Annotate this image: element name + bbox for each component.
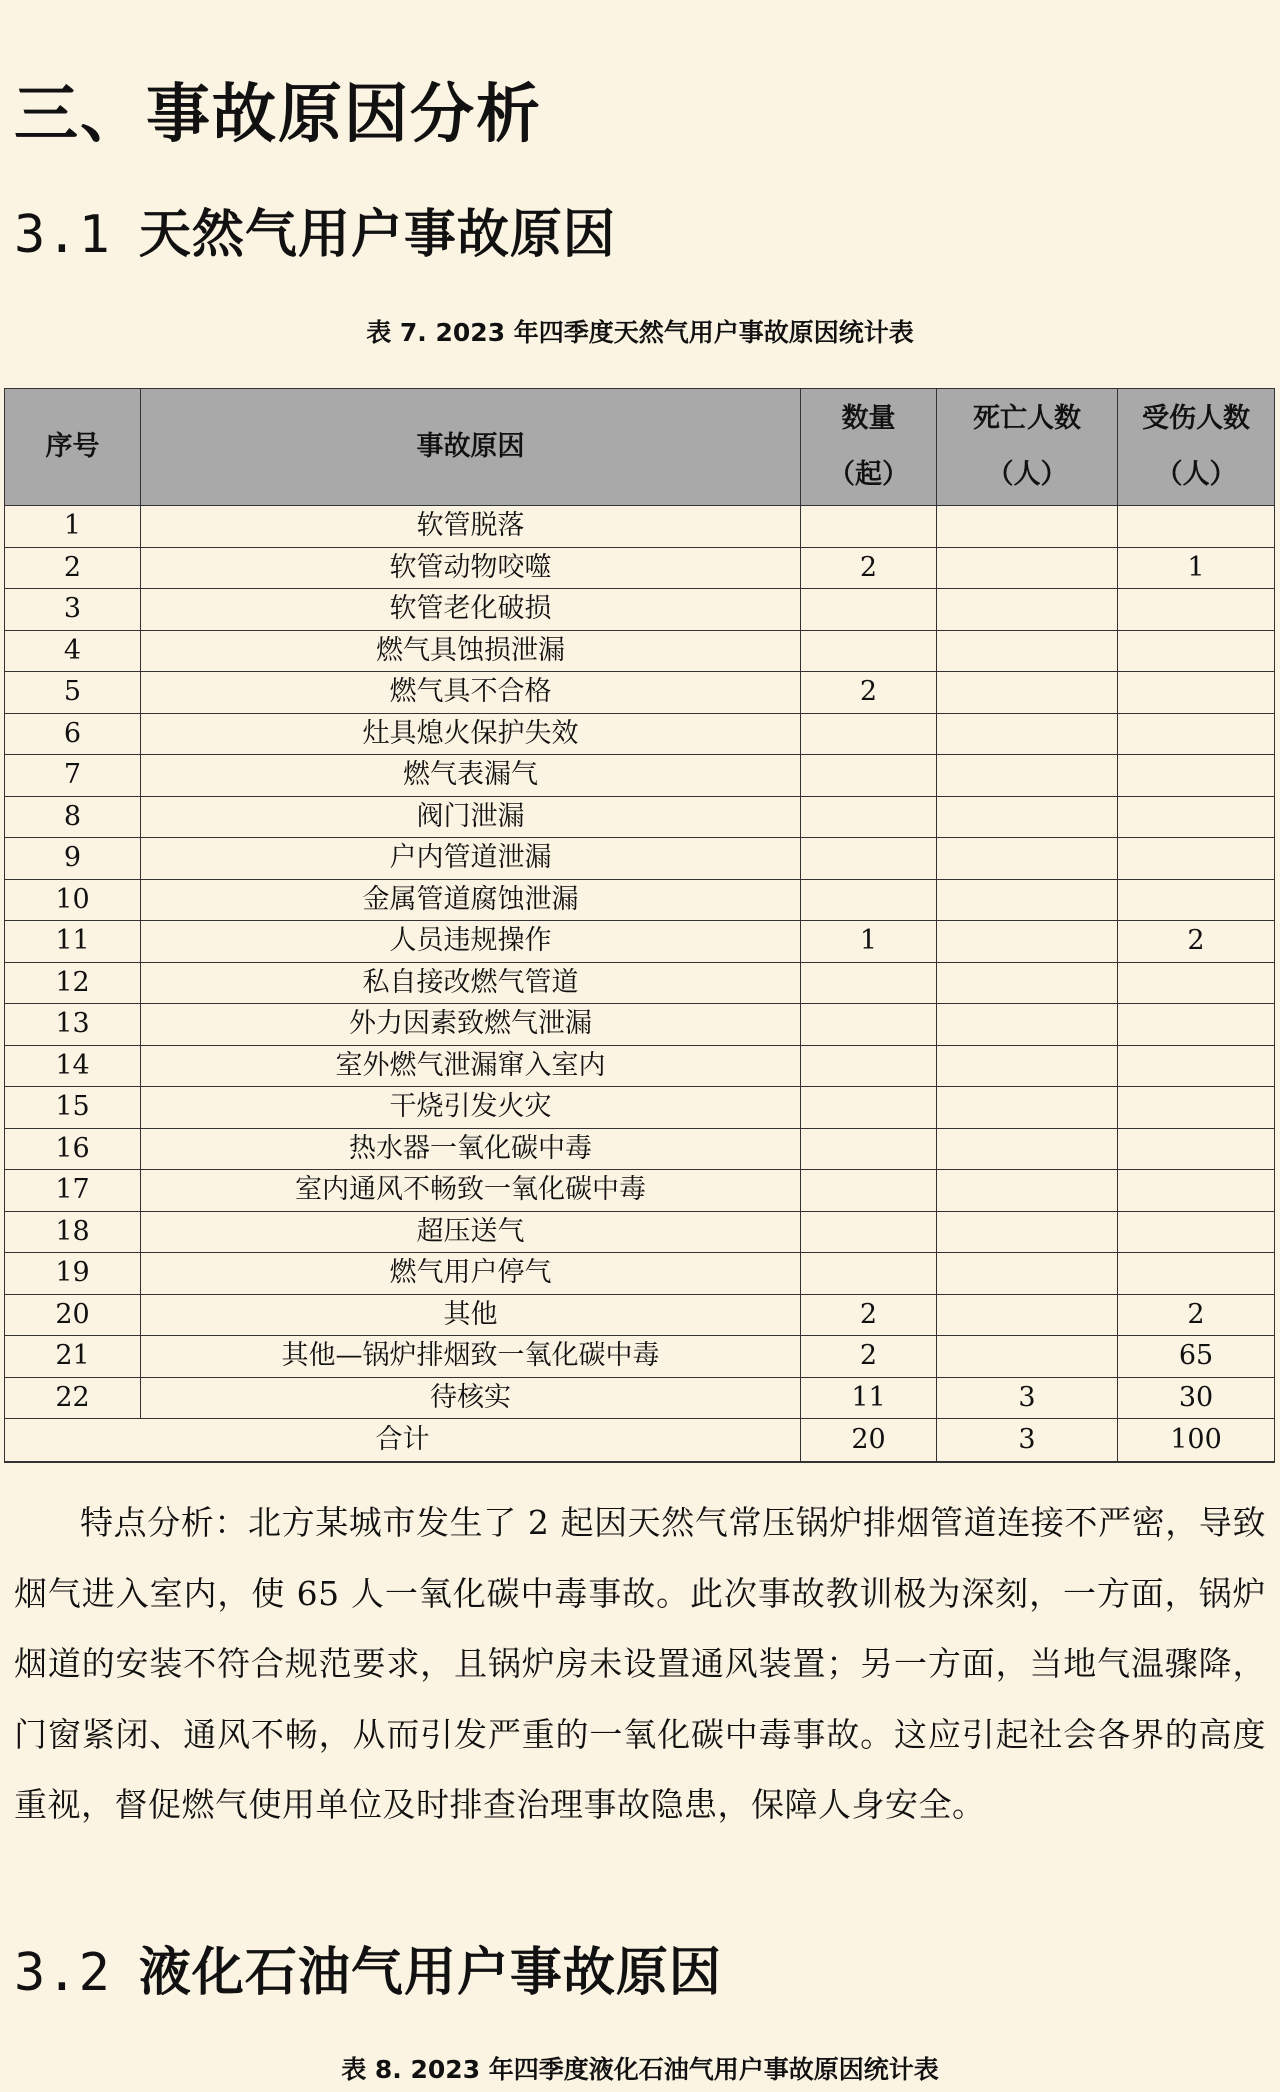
cell-cause: 燃气具不合格: [141, 672, 801, 714]
cell-deaths: [937, 838, 1118, 880]
table-row: [5, 1253, 1275, 1295]
cell-seq: 9: [5, 838, 141, 880]
cell-deaths: 3: [937, 1377, 1118, 1419]
cell-injuries: [1118, 713, 1275, 755]
cell-injuries: [1118, 1170, 1275, 1212]
cell-count: [801, 838, 937, 880]
cell-seq: 6: [5, 713, 141, 755]
cell-seq: 5: [5, 672, 141, 714]
cell-count: [801, 796, 937, 838]
cell-deaths: [937, 1294, 1118, 1336]
cell-deaths: [937, 879, 1118, 921]
cell-cause: 超压送气: [141, 1211, 801, 1253]
analysis-paragraph: 特点分析：北方某城市发生了 2 起因天然气常压锅炉排烟管道连接不严密，导致烟气进入室内，使 65 人一氧化碳中毒事故。此次事故教训极为深刻，一方面，锅炉烟道的安装不符合规范要求，且锅炉房未设置通风装置；另一方面，当地气温骤降，门窗紧闭、通风不畅，从而引发严重的一氧化碳中毒事故。这应引起社会各界的高度重视，督促燃气使用单位及时排查治理事故隐患，保障人身安全。: [14, 1503, 1266, 1824]
cell-deaths: [937, 962, 1118, 1004]
cell-injuries: [1118, 506, 1275, 548]
section-number: 3.2: [14, 1943, 111, 2003]
table-caption: 表 8. 2023 年四季度液化石油气用户事故原因统计表: [341, 2055, 939, 2084]
cell-cause: 灶具熄火保护失效: [141, 713, 801, 755]
cell-deaths: [937, 921, 1118, 963]
cell-count: 2: [801, 1336, 937, 1378]
table-row: [5, 1377, 1275, 1419]
cell-cause: 燃气具蚀损泄漏: [141, 630, 801, 672]
cell-seq: 20: [5, 1294, 141, 1336]
cell-count: [801, 1004, 937, 1046]
table-row: [5, 838, 1275, 880]
cell-deaths: [937, 1128, 1118, 1170]
chapter-heading: 三、事故原因分析: [14, 78, 542, 152]
table-row: [5, 589, 1275, 631]
table-row: [5, 1336, 1275, 1378]
cell-cause: 软管动物咬噬: [141, 547, 801, 589]
table-row: [5, 1128, 1275, 1170]
cell-deaths: [937, 1253, 1118, 1295]
cell-seq: 1: [5, 506, 141, 548]
cell-cause: 待核实: [141, 1377, 801, 1419]
cell-cause: 其他—锅炉排烟致一氧化碳中毒: [141, 1336, 801, 1378]
cell-deaths: [937, 1004, 1118, 1046]
total-count: 20: [801, 1419, 937, 1463]
table-row: [5, 1211, 1275, 1253]
cell-seq: 19: [5, 1253, 141, 1295]
cell-seq: 22: [5, 1377, 141, 1419]
cell-injuries: [1118, 755, 1275, 797]
cell-cause: 干烧引发火灾: [141, 1087, 801, 1129]
cell-injuries: 1: [1118, 547, 1275, 589]
cell-deaths: [937, 1045, 1118, 1087]
cell-deaths: [937, 1211, 1118, 1253]
cell-deaths: [937, 1087, 1118, 1129]
cell-deaths: [937, 1170, 1118, 1212]
cell-count: [801, 589, 937, 631]
cell-cause: 燃气表漏气: [141, 755, 801, 797]
cell-seq: 18: [5, 1211, 141, 1253]
total-label: 合计: [5, 1419, 801, 1463]
cell-cause: 软管老化破损: [141, 589, 801, 631]
cell-count: [801, 506, 937, 548]
cell-seq: 14: [5, 1045, 141, 1087]
cell-deaths: [937, 589, 1118, 631]
cell-count: 1: [801, 921, 937, 963]
cell-seq: 17: [5, 1170, 141, 1212]
header-seq: 序号: [5, 389, 141, 506]
table-row: [5, 1170, 1275, 1212]
cell-injuries: [1118, 1128, 1275, 1170]
cell-count: 2: [801, 547, 937, 589]
table-row: [5, 547, 1275, 589]
cell-seq: 21: [5, 1336, 141, 1378]
section-heading-3-2: [14, 1938, 722, 2008]
table-row: [5, 921, 1275, 963]
cell-count: [801, 1170, 937, 1212]
cell-injuries: [1118, 630, 1275, 672]
table-row: [5, 755, 1275, 797]
cell-injuries: [1118, 1211, 1275, 1253]
total-injuries: 100: [1118, 1419, 1275, 1463]
cell-count: 11: [801, 1377, 937, 1419]
cell-cause: 户内管道泄漏: [141, 838, 801, 880]
table-row: [5, 506, 1275, 548]
cell-seq: 11: [5, 921, 141, 963]
cell-injuries: 2: [1118, 1294, 1275, 1336]
cell-injuries: [1118, 1004, 1275, 1046]
cell-deaths: [937, 506, 1118, 548]
cell-seq: 15: [5, 1087, 141, 1129]
cell-injuries: 2: [1118, 921, 1275, 963]
cell-cause: 热水器一氧化碳中毒: [141, 1128, 801, 1170]
table-row: [5, 1004, 1275, 1046]
section-title: 液化石油气用户事故原因: [138, 1943, 722, 2003]
cell-count: [801, 713, 937, 755]
accident-cause-table: [4, 388, 1275, 1463]
cell-deaths: [937, 672, 1118, 714]
cell-count: [801, 755, 937, 797]
cell-cause: 其他: [141, 1294, 801, 1336]
table-row: [5, 672, 1275, 714]
header-injuries: 受伤人数 （人）: [1118, 389, 1275, 506]
cell-cause: 室内通风不畅致一氧化碳中毒: [141, 1170, 801, 1212]
cell-seq: 7: [5, 755, 141, 797]
cell-cause: 软管脱落: [141, 506, 801, 548]
cell-deaths: [937, 755, 1118, 797]
cell-injuries: [1118, 672, 1275, 714]
cell-count: 2: [801, 1294, 937, 1336]
cell-cause: 阀门泄漏: [141, 796, 801, 838]
section-title: 天然气用户事故原因: [138, 205, 616, 265]
cell-cause: 私自接改燃气管道: [141, 962, 801, 1004]
table-row: [5, 1087, 1275, 1129]
section-number: 3.1: [14, 205, 111, 265]
header-count: 数量 （起）: [801, 389, 937, 506]
cell-cause: 人员违规操作: [141, 921, 801, 963]
table-row: [5, 1294, 1275, 1336]
cell-cause: 外力因素致燃气泄漏: [141, 1004, 801, 1046]
cell-injuries: [1118, 1087, 1275, 1129]
cell-deaths: [937, 547, 1118, 589]
cell-cause: 金属管道腐蚀泄漏: [141, 879, 801, 921]
cell-count: [801, 1253, 937, 1295]
cell-deaths: [937, 796, 1118, 838]
cell-count: [801, 1087, 937, 1129]
cell-count: [801, 1211, 937, 1253]
table-row: [5, 962, 1275, 1004]
cell-injuries: 65: [1118, 1336, 1275, 1378]
table-total-row: [5, 1419, 1275, 1463]
header-cause: 事故原因: [141, 389, 801, 506]
cell-seq: 16: [5, 1128, 141, 1170]
cell-count: [801, 630, 937, 672]
cell-cause: 燃气用户停气: [141, 1253, 801, 1295]
section-heading-3-1: [14, 200, 616, 270]
cell-count: [801, 1045, 937, 1087]
cell-deaths: [937, 713, 1118, 755]
table-body: [5, 506, 1275, 1463]
table-row: [5, 879, 1275, 921]
table-header-row: [5, 389, 1275, 506]
cell-injuries: 30: [1118, 1377, 1275, 1419]
cell-injuries: [1118, 589, 1275, 631]
cell-injuries: [1118, 796, 1275, 838]
cell-seq: 3: [5, 589, 141, 631]
cell-injuries: [1118, 838, 1275, 880]
table-row: [5, 713, 1275, 755]
cell-seq: 4: [5, 630, 141, 672]
table-row: [5, 630, 1275, 672]
cell-count: [801, 879, 937, 921]
cell-cause: 室外燃气泄漏窜入室内: [141, 1045, 801, 1087]
cell-seq: 13: [5, 1004, 141, 1046]
cell-injuries: [1118, 879, 1275, 921]
cell-deaths: [937, 1336, 1118, 1378]
table-row: [5, 1045, 1275, 1087]
cell-injuries: [1118, 1253, 1275, 1295]
cell-count: [801, 1128, 937, 1170]
cell-seq: 2: [5, 547, 141, 589]
header-deaths: 死亡人数 （人）: [937, 389, 1118, 506]
cell-seq: 10: [5, 879, 141, 921]
cell-deaths: [937, 630, 1118, 672]
cell-injuries: [1118, 1045, 1275, 1087]
cell-count: [801, 962, 937, 1004]
cell-count: 2: [801, 672, 937, 714]
table-row: [5, 796, 1275, 838]
table-caption: 表 7. 2023 年四季度天然气用户事故原因统计表: [366, 318, 914, 347]
cell-seq: 12: [5, 962, 141, 1004]
cell-injuries: [1118, 962, 1275, 1004]
total-deaths: 3: [937, 1419, 1118, 1463]
cell-seq: 8: [5, 796, 141, 838]
